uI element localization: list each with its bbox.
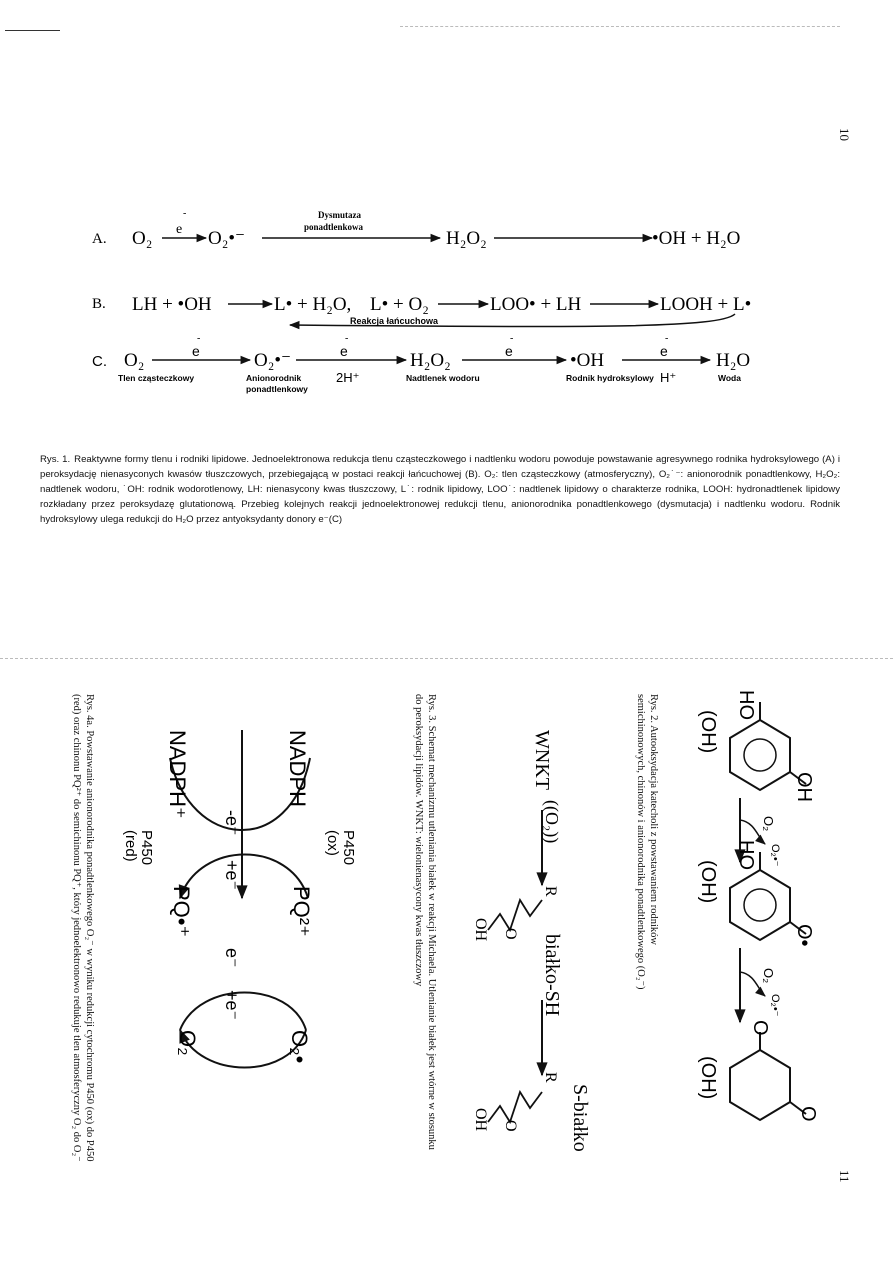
row-b-label: B. [92, 296, 106, 312]
fig4-plus-e-2: +e⁻ [222, 990, 242, 1021]
fig2-o-1: O [749, 1020, 771, 1036]
ring-2 [730, 870, 790, 940]
fig4-o2: O₂ [175, 1030, 200, 1056]
fig3-oh1: OH [472, 918, 489, 942]
row-c-superoxide: O₂•⁻ [254, 350, 292, 371]
row-c-h2o: H₂O [716, 350, 751, 371]
row-c-e4-minus: - [665, 333, 669, 344]
figure-1-reactions [0, 180, 893, 420]
row-b-loo-lh: LOO• + LH [490, 294, 582, 315]
fig4-nadph-plus: NADPH⁺ [165, 730, 190, 819]
page-number-top: 10 [837, 128, 852, 141]
fig4-p450-red-1: P450 [138, 830, 155, 866]
row-b-l-o2: L• + O₂ [370, 294, 429, 315]
row-c-oh: •OH [570, 350, 605, 371]
fig4-nadph: NADPH [285, 730, 310, 808]
fig2-o2-2: O₂ [761, 968, 776, 984]
row-a-electron-minus: - [183, 208, 187, 219]
figure-1-caption-label: Rys. 1. [40, 454, 71, 465]
row-c-e3: e [505, 343, 513, 359]
figure-4a-caption: Rys. 4a. Powstawanie anionorodnika ponadtlenkowego O₂⁻ w wyniku redukcji cytochromu P450 (ox) do P450 (red) oraz chinonu PQ²⁺ do semichinonu PQ⁺, który jednoelektronowo redukuje tlen atmosferyczny O₂ do O₂⁻ [71, 694, 95, 1162]
row-c-label: C. [92, 353, 107, 370]
fig3-o2b: O [502, 1120, 519, 1132]
figure-3-caption: Rys. 3. Schemat mechanizmu utleniania białek w reakcji Michaela. Utlenianie białek jest wtórne w stosunku do peroksydacji lipidów. WNKT: wielonienasycony kwas tłuszczowy [413, 694, 437, 1150]
fig2-ho-1: HO [735, 690, 757, 720]
figure-1-caption-text: Reaktywne formy tlenu i rodniki lipidowe. Jednoelektronowa redukcja tlenu cząsteczkowego i nadtlenku wodoru powoduje powstawanie agresywnego rodnika hydroksylowego (A) i peroksydację nienasyconych kwasów tłuszczowych, przebiegającą w postaci reakcji łańcuchowej (B). O₂: tlen cząsteczkowy (atmosferyczny), O₂˙⁻: anionorodnik ponadtlenkowy, H₂O₂: nadtlenek wodoru, ˙OH: rodnik wodorotlenowy, LH: nienasycony kwas tłuszczowy, L˙: rodnik lipidowy, LOO˙: nadtlenek lipidowy o charakterze rodnika, LOOH: hydronadtlenek lipidowy rozkładany przez peroksydazę glutationową. Przebieg kolejnych reakcji jednoelektronowej redukcji tlenu, anionorodnika ponadtlenkowego (dysmutacja) i nadtlenku wodoru. Rodnik hydroksylowy ulega redukcji do H₂O przez antyoksydanty donory e⁻(C) [40, 454, 841, 525]
fig4-plus-e: +e⁻ [222, 860, 242, 891]
fig4-minus-e: -e⁻ [222, 810, 242, 836]
row-c-name-o2: Tlen cząsteczkowy [118, 373, 195, 383]
row-c-e1-minus: - [197, 333, 201, 344]
fig2-labels [697, 690, 819, 1122]
fig2-ho-2: HO [735, 840, 757, 870]
row-a-enzyme-top: Dysmutaza [318, 210, 361, 220]
fig3-wnkt: WNKT [531, 730, 553, 790]
fig2-o2-1: O₂ [761, 816, 776, 832]
fig3-protein-sh: białko-SH [541, 934, 563, 1017]
row-c-e2-minus: - [345, 333, 349, 344]
row-a-enzyme-bottom: ponadtlenkowa [304, 222, 364, 232]
row-a-electron: e [176, 222, 183, 237]
row-c-e1: e [192, 343, 200, 359]
row-c-e3-minus: - [510, 333, 514, 344]
fig4-curve-2 [180, 855, 308, 899]
row-a-product: •OH + H₂O [652, 228, 741, 249]
scan-artifact-line [5, 30, 60, 31]
fig4-p450-ox-2: (ox) [324, 830, 341, 856]
row-c-name-superoxide-1: Anionorodnik [246, 373, 302, 383]
row-a-label: A. [92, 231, 107, 247]
fig4-curve-hidden-2 [180, 898, 308, 945]
row-c-name-h2o2: Nadtlenek wodoru [406, 373, 480, 383]
row-c-h2o2: H₂O₂ [410, 350, 451, 371]
ring-2-aromatic [744, 889, 776, 921]
fig2-o2r-1: O₂•⁻ [769, 844, 781, 867]
fig3-o2: ((O₂)) [542, 800, 562, 844]
row-c-name-h2o: Woda [718, 373, 741, 383]
fig4-p450-red-2: (red) [122, 830, 139, 862]
fig2-oh-1: OH [793, 772, 815, 802]
fig3-r2: R [542, 1072, 559, 1083]
ring-3 [730, 1050, 790, 1120]
fig3-oh2: OH [472, 1108, 489, 1132]
fig3-chain-2 [488, 1092, 542, 1122]
row-c-name-oh: Rodnik hydroksylowy [566, 373, 654, 383]
row-b-chain-label: Reakcja łańcuchowa [350, 316, 439, 326]
ring-1-aromatic [744, 739, 776, 771]
row-c-name-superoxide-2: ponadtlenkowy [246, 384, 308, 394]
fig4-e: e⁻ [222, 948, 242, 968]
scan-artifact-dash [400, 26, 840, 27]
row-c-e4: e [660, 343, 668, 359]
row-c-hplus: H⁺ [660, 370, 677, 385]
row-c-protons: 2H⁺ [336, 370, 360, 385]
fig4-pq2: PQ²⁺ [289, 886, 314, 937]
row-a-o2: O₂ [132, 228, 153, 249]
ring-1 [730, 720, 790, 790]
fig3-labels [472, 730, 591, 1152]
fig4-p450-ox-1: P450 [340, 830, 357, 866]
fig2-o-2: O [797, 1106, 819, 1122]
figure-3-michael-reaction [440, 700, 620, 1160]
fig4-pq-rad: PQ•⁺ [169, 886, 194, 938]
fig2-ohp-3: (OH) [697, 1056, 719, 1100]
fig3-r1: R [542, 886, 559, 897]
figure-2-caption: Rys. 2. Autooksydacja katecholi z powstawaniem rodników semichinonowych, chinonów i anionorodnika ponadtlenkowego (O₂⁻) [635, 694, 659, 990]
figure-4a-p450-cycle [122, 700, 370, 1140]
fig2-o2r-2: O₂•⁻ [769, 994, 781, 1017]
fig4-labels [122, 730, 357, 1063]
fig2-ohp-2: (OH) [697, 860, 719, 904]
fig3-o1: O [502, 928, 519, 940]
fig3-s-protein: S-białko [569, 1084, 591, 1152]
row-b-lh-oh: LH + •OH [132, 294, 212, 315]
figure-2-catechol-oxidation [640, 680, 840, 1180]
row-a-h2o2: H₂O₂ [446, 228, 487, 249]
fig2-orad: O• [793, 924, 815, 947]
figure-1-caption [40, 452, 840, 527]
row-c-e2: e [340, 343, 348, 359]
row-b-l-h2o: L• + H₂O, [274, 294, 352, 315]
page-number-bottom: 11 [837, 1170, 852, 1183]
fig4-curve-3 [180, 993, 306, 1031]
row-c-o2: O₂ [124, 350, 145, 371]
fig2-ohp-1: (OH) [697, 710, 719, 754]
fig4-o2-rad: O₂• [287, 1030, 312, 1064]
row-b-looh-l: LOOH + L• [660, 294, 752, 315]
fig3-chain-1 [488, 900, 542, 930]
row-a-superoxide: O₂•⁻ [208, 228, 246, 249]
page-divider [0, 658, 893, 659]
